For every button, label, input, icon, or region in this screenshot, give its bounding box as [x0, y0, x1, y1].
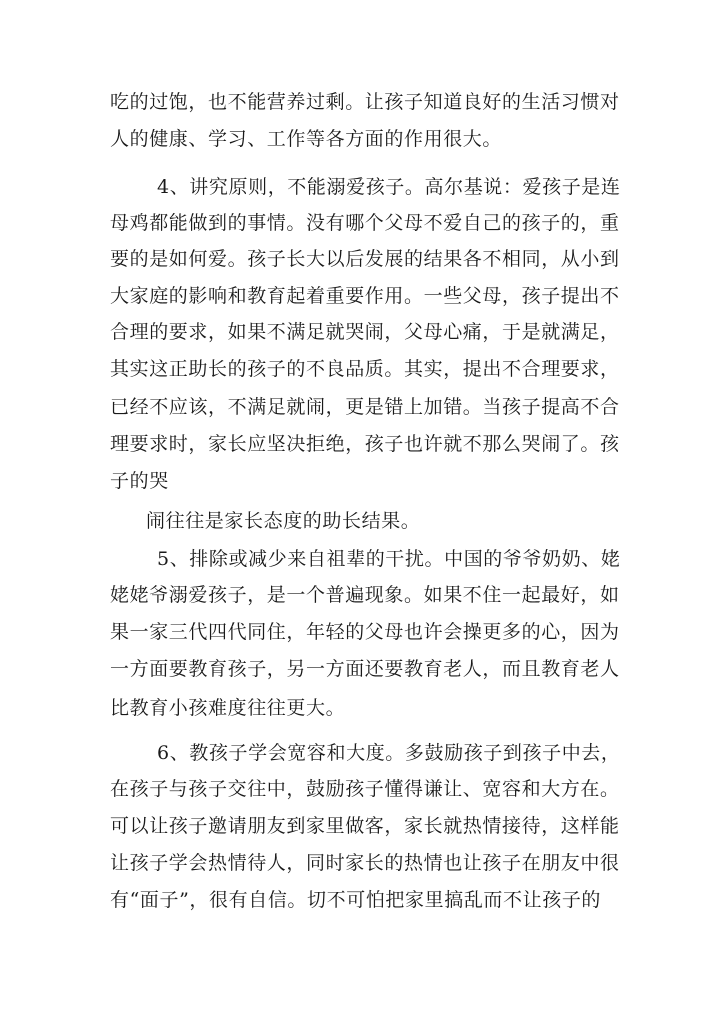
text-line: 有“面子”，很有自信。切不可怕把家里搞乱而不让孩子的: [110, 889, 602, 911]
text-line: 比教育小孩难度往往更大。: [110, 697, 346, 719]
text-line: 理要求时，家长应坚决拒绝，孩子也许就不那么哭闹了。孩: [110, 433, 620, 455]
text-line: 4、讲究原则，不能溺爱孩子。高尔基说：爱孩子是连: [157, 176, 621, 198]
text-line: 大家庭的影响和教育起着重要作用。一些父母，孩子提出不: [110, 285, 620, 307]
text-line: 一方面要教育孩子，另一方面还要教育老人，而且教育老人: [110, 658, 620, 680]
text-line: 其实这正助长的孩子的不良品质。其实，提出不合理要求，: [110, 358, 620, 380]
text-line: 6、教孩子学会宽容和大度。多鼓励孩子到孩子中去，: [157, 742, 621, 764]
text-line: 闹往往是家长态度的助长结果。: [146, 510, 421, 532]
text-line: 子的哭: [110, 470, 169, 492]
text-line: 人的健康、学习、工作等各方面的作用很大。: [110, 128, 503, 150]
text-line: 母鸡都能做到的事情。没有哪个父母不爱自己的孩子的，重: [110, 212, 620, 234]
text-line: 可以让孩子邀请朋友到家里做客，家长就热情接待，这样能: [110, 815, 620, 837]
text-line: 已经不应该，不满足就闹，更是错上加错。当孩子提高不合: [110, 396, 620, 418]
text-line: 吃的过饱，也不能营养过剩。让孩子知道良好的生活习惯对: [110, 91, 620, 113]
text-line: 要的是如何爱。孩子长大以后发展的结果各不相同，从小到: [110, 248, 620, 270]
text-line: 让孩子学会热情待人，同时家长的热情也让孩子在朋友中很: [110, 852, 620, 874]
text-line: 在孩子与孩子交往中，鼓励孩子懂得谦让、宽容和大方在。: [110, 778, 620, 800]
text-line: 姥姥爷溺爱孩子，是一个普遍现象。如果不住一起最好，如: [110, 584, 620, 606]
text-line: 合理的要求，如果不满足就哭闹，父母心痛，于是就满足，: [110, 321, 620, 343]
text-line: 果一家三代四代同住，年轻的父母也许会操更多的心，因为: [110, 621, 620, 643]
text-line: 5、排除或减少来自祖辈的干扰。中国的爷爷奶奶、姥: [157, 548, 621, 570]
